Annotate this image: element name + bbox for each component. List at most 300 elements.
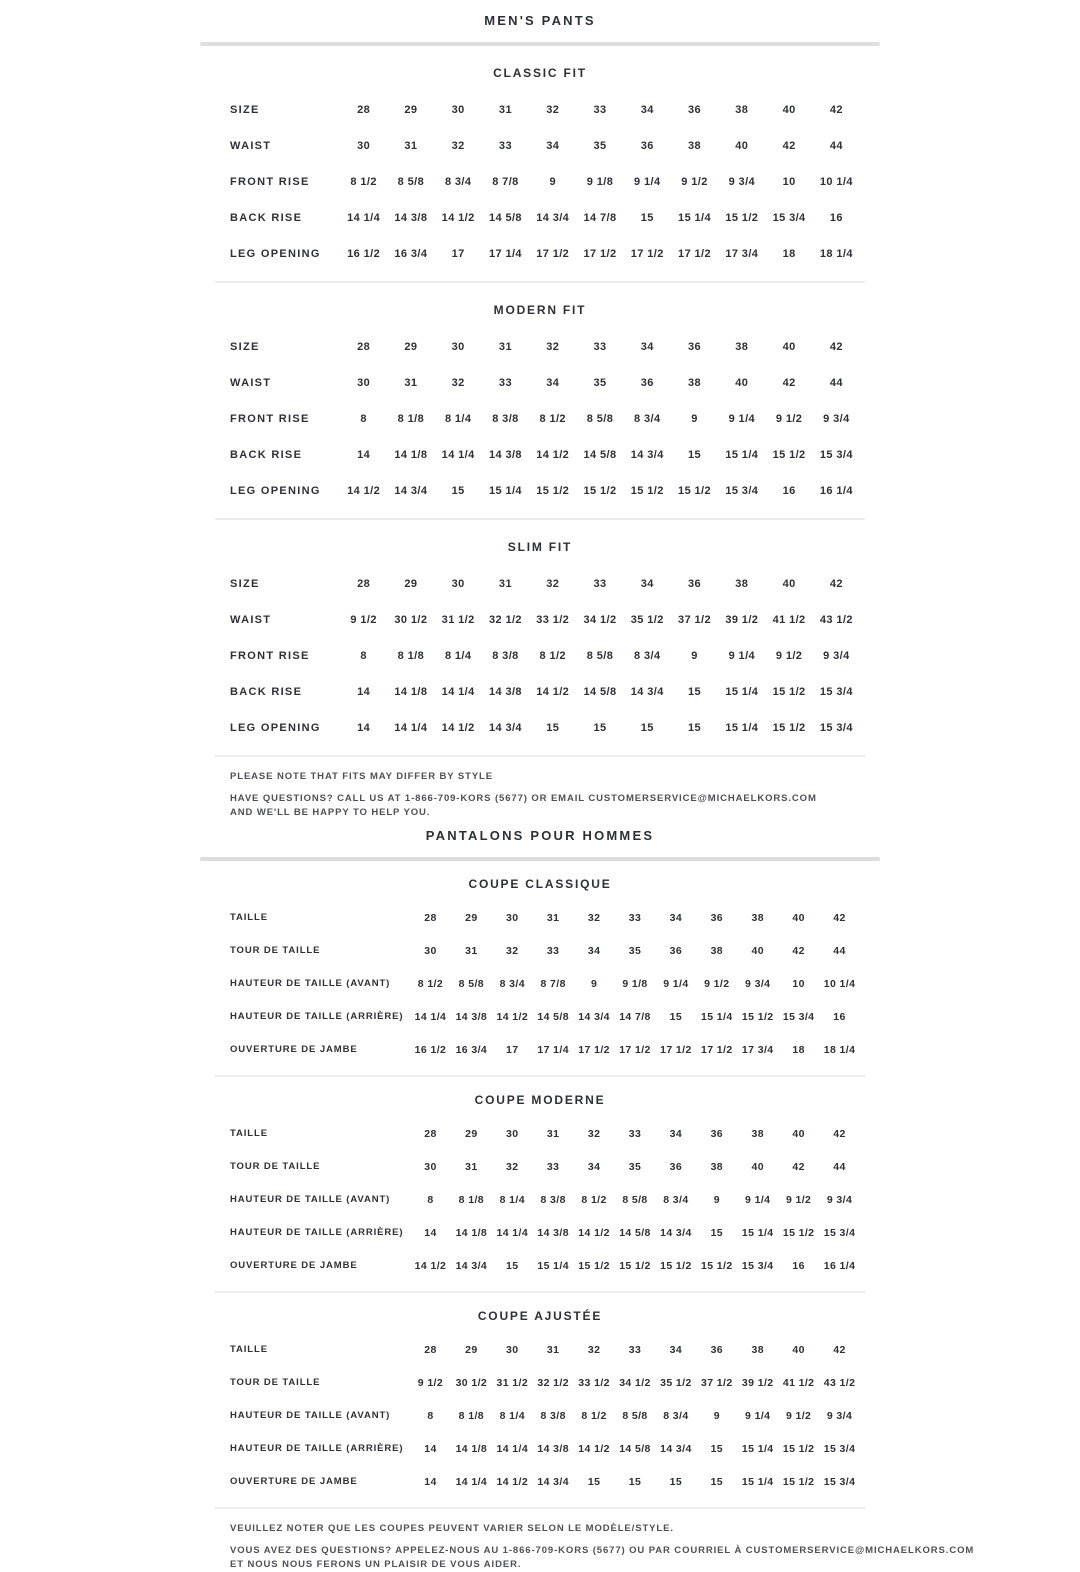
size-cell: 33: [593, 104, 607, 116]
size-cell: 15: [587, 1475, 601, 1488]
size-cell: 42: [829, 104, 843, 116]
size-cell: 31 1/2: [441, 614, 475, 626]
size-cell: 33: [546, 944, 560, 957]
size-cell: 10: [782, 176, 796, 188]
size-cell: 16: [829, 212, 843, 224]
size-cell: 8 5/8: [622, 1409, 648, 1422]
row-label: SIZE: [230, 578, 260, 590]
size-cell: 15: [688, 449, 702, 461]
size-cell: 34: [669, 1343, 683, 1356]
size-cell: 15: [640, 722, 654, 734]
size-cell: 42: [829, 341, 843, 353]
size-cell: 14 1/4: [441, 449, 475, 461]
size-cell: 14 1/8: [394, 686, 428, 698]
size-cell: 31: [465, 1160, 478, 1173]
size-cell: 15 3/4: [782, 1010, 815, 1023]
size-cell: 14 7/8: [619, 1010, 651, 1023]
fit-section: [200, 303, 880, 520]
size-cell: 30: [451, 578, 465, 590]
size-cell: 15 3/4: [741, 1259, 774, 1272]
size-cell: 42: [792, 944, 805, 957]
row-label: FRONT RISE: [230, 650, 310, 662]
size-cell: 32: [451, 140, 465, 152]
size-cell: 8 7/8: [540, 977, 566, 990]
size-cell: 33: [593, 341, 607, 353]
table-row: [230, 164, 860, 200]
size-cell: 14 1/4: [414, 1010, 447, 1023]
size-cell: 15: [688, 686, 702, 698]
size-cell: 15 1/4: [741, 1442, 774, 1455]
size-chart-content: [200, 0, 975, 1572]
size-cell: 15 1/4: [725, 686, 759, 698]
size-cell: 14 1/8: [455, 1226, 488, 1239]
size-cell: 32: [587, 911, 601, 924]
size-cell: 15 3/4: [823, 1442, 856, 1455]
size-cell: 32: [546, 578, 560, 590]
size-cell: 33: [498, 377, 512, 389]
size-cell: 14 1/4: [496, 1442, 529, 1455]
size-cell: 9: [713, 1409, 720, 1422]
size-cell: 14: [357, 449, 371, 461]
size-cell: 30 1/2: [455, 1376, 488, 1389]
contact-note-fr-line2: ET NOUS NOUS FERONS UN PLAISIR DE VOUS AIDER.: [230, 1559, 522, 1570]
size-cell: 40: [792, 1343, 805, 1356]
size-cell: 14 3/8: [537, 1226, 569, 1239]
size-cell: 31: [404, 140, 418, 152]
size-cell: 16 1/2: [347, 248, 381, 260]
size-cell: 14 3/4: [660, 1442, 692, 1455]
size-cell: 17 1/4: [537, 1043, 569, 1056]
size-cell: 16: [833, 1010, 846, 1023]
size-cell: 9 3/4: [728, 176, 756, 188]
size-cell: 14 1/2: [441, 212, 475, 224]
size-cell: 32 1/2: [537, 1376, 569, 1389]
size-cell: 31: [498, 104, 512, 116]
size-cell: 18 1/4: [823, 1043, 856, 1056]
size-cell: 28: [357, 341, 371, 353]
size-cell: 17 1/2: [630, 248, 664, 260]
row-label: HAUTEUR DE TAILLE (AVANT): [230, 1410, 391, 1421]
size-cell: 8 3/4: [663, 1193, 689, 1206]
size-cell: 40: [782, 104, 796, 116]
size-cell: 30: [357, 140, 371, 152]
size-cell: 9 1/2: [785, 1409, 812, 1422]
size-cell: 9 1/4: [745, 1193, 771, 1206]
size-cell: 8 1/8: [458, 1193, 485, 1206]
size-cell: 32: [546, 341, 560, 353]
table-row: [230, 1216, 860, 1249]
table-row: [230, 638, 860, 674]
size-cell: 29: [404, 104, 418, 116]
table-row: [230, 1117, 860, 1150]
size-cell: 15: [710, 1442, 724, 1455]
size-cell: 9: [691, 413, 698, 425]
size-cell: 14 3/4: [578, 1010, 610, 1023]
size-cell: 35 1/2: [660, 1376, 692, 1389]
size-cell: 9: [691, 650, 698, 662]
page-title-en: MEN'S PANTS: [484, 13, 596, 28]
size-cell: 17 1/2: [678, 248, 712, 260]
size-cell: 30: [451, 104, 465, 116]
size-cell: 16 1/4: [823, 1259, 856, 1272]
size-cell: 9 3/4: [745, 977, 771, 990]
size-cell: 40: [792, 1127, 805, 1140]
size-cell: 15 1/2: [678, 485, 712, 497]
size-cell: 33: [628, 1343, 642, 1356]
table-row: [230, 1399, 860, 1432]
size-cell: 15 1/2: [578, 1259, 610, 1272]
size-cell: 37 1/2: [701, 1376, 733, 1389]
size-cell: 8: [427, 1193, 434, 1206]
section-divider: [215, 1075, 865, 1077]
size-cell: 36: [710, 911, 724, 924]
notes-fr: [230, 1522, 975, 1572]
size-cell: 15 1/4: [488, 485, 522, 497]
size-cell: 9 1/8: [586, 176, 614, 188]
size-cell: 31: [498, 341, 512, 353]
size-cell: 8 1/4: [499, 1193, 525, 1206]
size-cell: 15 1/2: [782, 1475, 815, 1488]
size-cell: 15 1/4: [678, 212, 712, 224]
size-cell: 36: [669, 944, 683, 957]
size-cell: 16: [792, 1259, 805, 1272]
size-cell: 38: [688, 140, 702, 152]
size-cell: 42: [833, 1127, 846, 1140]
size-cell: 34: [669, 1127, 683, 1140]
size-cell: 8 1/2: [581, 1193, 607, 1206]
size-cell: 44: [829, 140, 843, 152]
size-cell: 14 1/4: [394, 722, 428, 734]
size-cell: 42: [829, 578, 843, 590]
table-row: [230, 1465, 860, 1498]
size-cell: 29: [465, 911, 478, 924]
section-divider: [215, 1507, 865, 1509]
size-cell: 41 1/2: [782, 1376, 815, 1389]
size-cell: 34: [587, 944, 601, 957]
size-cell: 31: [465, 944, 478, 957]
size-cell: 38: [735, 578, 749, 590]
size-cell: 15 1/2: [725, 212, 759, 224]
size-cell: 9 1/8: [622, 977, 648, 990]
row-label: TOUR DE TAILLE: [230, 945, 321, 956]
row-label: SIZE: [230, 104, 260, 116]
size-cell: 37 1/2: [678, 614, 712, 626]
size-cell: 9: [590, 977, 598, 990]
size-cell: 14 1/8: [455, 1442, 488, 1455]
size-cell: 14: [424, 1442, 437, 1455]
size-cell: 8 1/8: [397, 650, 425, 662]
size-cell: 14 1/2: [496, 1475, 529, 1488]
size-cell: 14 1/8: [394, 449, 428, 461]
size-cell: 38: [710, 1160, 724, 1173]
contact-note-en-line1: HAVE QUESTIONS? CALL US AT 1-866-709-KORS (5677) OR EMAIL CUSTOMERSERVICE@MICHAELKORS.COM: [230, 793, 817, 804]
table-row: [230, 934, 860, 967]
size-cell: 36: [669, 1160, 683, 1173]
size-cell: 33: [628, 1127, 642, 1140]
table-row: [230, 566, 860, 602]
row-label: OUVERTURE DE JAMBE: [230, 1476, 358, 1487]
fit-disclaimer-fr: VEUILLEZ NOTER QUE LES COUPES PEUVENT VARIER SELON LE MODÈLE/STYLE.: [230, 1523, 674, 1534]
size-cell: 36: [688, 104, 702, 116]
size-cell: 15 3/4: [772, 212, 806, 224]
row-label: SIZE: [230, 341, 260, 353]
size-cell: 33: [498, 140, 512, 152]
size-cell: 30: [506, 1127, 519, 1140]
size-cell: 14 3/4: [536, 212, 570, 224]
size-cell: 9 3/4: [823, 413, 850, 425]
size-cell: 15 1/4: [701, 1010, 733, 1023]
size-cell: 9: [549, 176, 556, 188]
size-cell: 8 1/4: [444, 413, 472, 425]
section-divider: [215, 518, 865, 520]
size-cell: 15 1/2: [772, 449, 806, 461]
size-cell: 34: [640, 104, 654, 116]
size-cell: 8 5/8: [622, 1193, 648, 1206]
table-row: [230, 1432, 860, 1465]
size-cell: 14 3/8: [394, 212, 428, 224]
size-cell: 29: [465, 1127, 478, 1140]
size-cell: 35: [593, 140, 607, 152]
size-cell: 9 1/4: [728, 650, 756, 662]
fit-section: [200, 540, 880, 757]
size-cell: 32: [587, 1343, 601, 1356]
size-cell: 17 1/2: [619, 1043, 651, 1056]
notes-en: [230, 770, 880, 820]
size-table: [230, 901, 860, 1066]
table-row: [230, 1333, 860, 1366]
size-cell: 40: [782, 578, 796, 590]
table-row: [230, 710, 860, 746]
size-cell: 36: [640, 377, 654, 389]
size-cell: 32: [506, 944, 519, 957]
size-cell: 15 1/2: [782, 1442, 815, 1455]
size-cell: 14 3/8: [537, 1442, 569, 1455]
size-cell: 28: [424, 1343, 437, 1356]
size-cell: 42: [782, 140, 796, 152]
fit-section-heading: COUPE CLASSIQUE: [468, 877, 612, 891]
size-cell: 30: [424, 944, 437, 957]
size-cell: 9 1/2: [785, 1193, 812, 1206]
contact-note-fr-line1: VOUS AVEZ DES QUESTIONS? APPELEZ-NOUS AU 1-866-709-KORS (5677) OU PAR COURRIEL À CUSTOMERSERVICE@MICHAELKORS.COM: [230, 1545, 975, 1556]
size-cell: 14 1/4: [347, 212, 381, 224]
size-cell: 16 1/4: [819, 485, 853, 497]
size-cell: 31: [404, 377, 418, 389]
table-row: [230, 92, 860, 128]
size-cell: 39 1/2: [725, 614, 759, 626]
size-cell: 38: [710, 944, 724, 957]
size-cell: 30: [424, 1160, 437, 1173]
size-cell: 16 3/4: [455, 1043, 488, 1056]
size-cell: 42: [833, 911, 846, 924]
size-cell: 15: [506, 1259, 519, 1272]
size-cell: 38: [735, 104, 749, 116]
size-cell: 14: [357, 686, 371, 698]
size-cell: 35 1/2: [630, 614, 664, 626]
size-cell: 34: [640, 341, 654, 353]
table-row: [230, 967, 860, 1000]
size-cell: 15: [640, 212, 654, 224]
size-cell: 10 1/4: [823, 977, 856, 990]
size-cell: 30: [506, 1343, 519, 1356]
size-cell: 9 3/4: [826, 1409, 853, 1422]
section-divider: [215, 755, 865, 757]
row-label: HAUTEUR DE TAILLE (AVANT): [230, 1194, 391, 1205]
row-label: TOUR DE TAILLE: [230, 1377, 321, 1388]
size-cell: 28: [424, 911, 437, 924]
size-table: [230, 566, 860, 746]
size-cell: 8 1/2: [417, 977, 444, 990]
size-cell: 15 1/2: [630, 485, 664, 497]
size-cell: 8 1/2: [539, 650, 566, 662]
size-cell: 8 3/4: [444, 176, 472, 188]
size-cell: 8 7/8: [492, 176, 519, 188]
size-cell: 17 1/4: [488, 248, 522, 260]
size-cell: 14 1/2: [578, 1442, 610, 1455]
row-label: BACK RISE: [230, 212, 303, 224]
size-cell: 14 1/4: [455, 1475, 488, 1488]
size-cell: 14: [424, 1475, 437, 1488]
size-cell: 8 3/4: [663, 1409, 689, 1422]
size-cell: 31 1/2: [496, 1376, 529, 1389]
table-row: [230, 200, 860, 236]
size-cell: 14 1/2: [414, 1259, 447, 1272]
row-label: HAUTEUR DE TAILLE (ARRIÈRE): [230, 1011, 404, 1022]
size-cell: 17: [506, 1043, 519, 1056]
size-cell: 32: [451, 377, 465, 389]
size-cell: 8 5/8: [586, 413, 614, 425]
size-cell: 9 3/4: [826, 1193, 853, 1206]
size-cell: 34: [546, 140, 560, 152]
size-cell: 8 3/8: [492, 413, 519, 425]
fit-section: [200, 877, 880, 1077]
row-label: HAUTEUR DE TAILLE (AVANT): [230, 978, 391, 989]
row-label: BACK RISE: [230, 686, 303, 698]
table-row: [230, 1183, 860, 1216]
size-cell: 15 1/2: [583, 485, 617, 497]
size-cell: 17 1/2: [660, 1043, 692, 1056]
section-divider: [215, 1291, 865, 1293]
size-cell: 9 1/2: [417, 1376, 444, 1389]
size-cell: 15 3/4: [823, 1226, 856, 1239]
size-cell: 15 3/4: [819, 449, 853, 461]
french-size-sections: [200, 877, 880, 1509]
row-label: HAUTEUR DE TAILLE (ARRIÈRE): [230, 1443, 404, 1454]
size-cell: 14 1/2: [496, 1010, 529, 1023]
size-cell: 40: [735, 140, 749, 152]
size-cell: 14 3/8: [488, 449, 522, 461]
size-cell: 8 3/8: [540, 1193, 566, 1206]
size-cell: 38: [751, 1127, 764, 1140]
fit-section-heading: COUPE AJUSTÉE: [477, 1309, 603, 1323]
size-cell: 34: [640, 578, 654, 590]
table-row: [230, 128, 860, 164]
size-cell: 17 3/4: [725, 248, 759, 260]
table-row: [230, 1033, 860, 1066]
size-cell: 33 1/2: [536, 614, 570, 626]
size-cell: 8: [360, 413, 367, 425]
size-cell: 14 3/4: [537, 1475, 569, 1488]
size-cell: 33 1/2: [578, 1376, 610, 1389]
size-cell: 15 1/4: [725, 722, 759, 734]
row-label: TAILLE: [230, 1128, 268, 1139]
size-cell: 14 3/4: [394, 485, 428, 497]
size-cell: 8 3/4: [634, 413, 661, 425]
table-row: [230, 602, 860, 638]
size-cell: 8 3/4: [634, 650, 661, 662]
table-row: [230, 329, 860, 365]
size-cell: 15: [451, 485, 465, 497]
size-cell: 8 5/8: [586, 650, 614, 662]
size-cell: 15 3/4: [819, 722, 853, 734]
size-cell: 16: [782, 485, 796, 497]
size-cell: 18: [782, 248, 796, 260]
fit-section-heading: COUPE MODERNE: [474, 1093, 606, 1107]
size-cell: 40: [751, 1160, 764, 1173]
contact-note-en-line2: AND WE'LL BE HAPPY TO HELP YOU.: [230, 807, 431, 818]
size-table: [230, 1117, 860, 1282]
size-cell: 33: [628, 911, 642, 924]
size-cell: 38: [735, 341, 749, 353]
size-cell: 9 1/4: [745, 1409, 771, 1422]
size-cell: 33: [593, 578, 607, 590]
size-cell: 38: [688, 377, 702, 389]
size-cell: 15 3/4: [823, 1475, 856, 1488]
size-cell: 9 1/4: [634, 176, 661, 188]
size-cell: 9 1/2: [775, 650, 803, 662]
table-row: [230, 236, 860, 272]
size-cell: 44: [833, 944, 846, 957]
size-cell: 17 1/2: [701, 1043, 733, 1056]
size-cell: 14 5/8: [537, 1010, 569, 1023]
size-cell: 15: [669, 1475, 683, 1488]
size-cell: 14 5/8: [583, 686, 617, 698]
size-table: [230, 92, 860, 272]
size-cell: 8 1/4: [444, 650, 472, 662]
size-cell: 32 1/2: [488, 614, 522, 626]
size-cell: 8: [360, 650, 367, 662]
size-cell: 8 3/4: [499, 977, 525, 990]
size-cell: 43 1/2: [819, 614, 853, 626]
size-cell: 30: [357, 377, 371, 389]
size-cell: 8 3/8: [540, 1409, 566, 1422]
size-cell: 15 1/4: [537, 1259, 569, 1272]
row-label: TOUR DE TAILLE: [230, 1161, 321, 1172]
size-cell: 40: [782, 341, 796, 353]
size-cell: 10: [792, 977, 805, 990]
size-cell: 8 5/8: [397, 176, 425, 188]
size-cell: 43 1/2: [823, 1376, 856, 1389]
size-cell: 15: [669, 1010, 683, 1023]
size-cell: 28: [424, 1127, 437, 1140]
fit-section: [200, 1309, 880, 1509]
size-cell: 42: [782, 377, 796, 389]
size-cell: 14 5/8: [619, 1442, 651, 1455]
size-cell: 28: [357, 578, 371, 590]
size-table: [230, 1333, 860, 1498]
size-cell: 15 1/2: [772, 722, 806, 734]
size-cell: 14 1/4: [441, 686, 475, 698]
size-cell: 17: [451, 248, 465, 260]
size-cell: 15 1/4: [741, 1475, 774, 1488]
size-cell: 16 1/2: [414, 1043, 447, 1056]
title-divider-en: [200, 42, 880, 46]
size-cell: 29: [404, 341, 418, 353]
row-label: TAILLE: [230, 1344, 268, 1355]
size-cell: 15 3/4: [725, 485, 759, 497]
english-size-sections: [200, 66, 880, 757]
size-cell: 14 7/8: [583, 212, 617, 224]
row-label: TAILLE: [230, 912, 268, 923]
